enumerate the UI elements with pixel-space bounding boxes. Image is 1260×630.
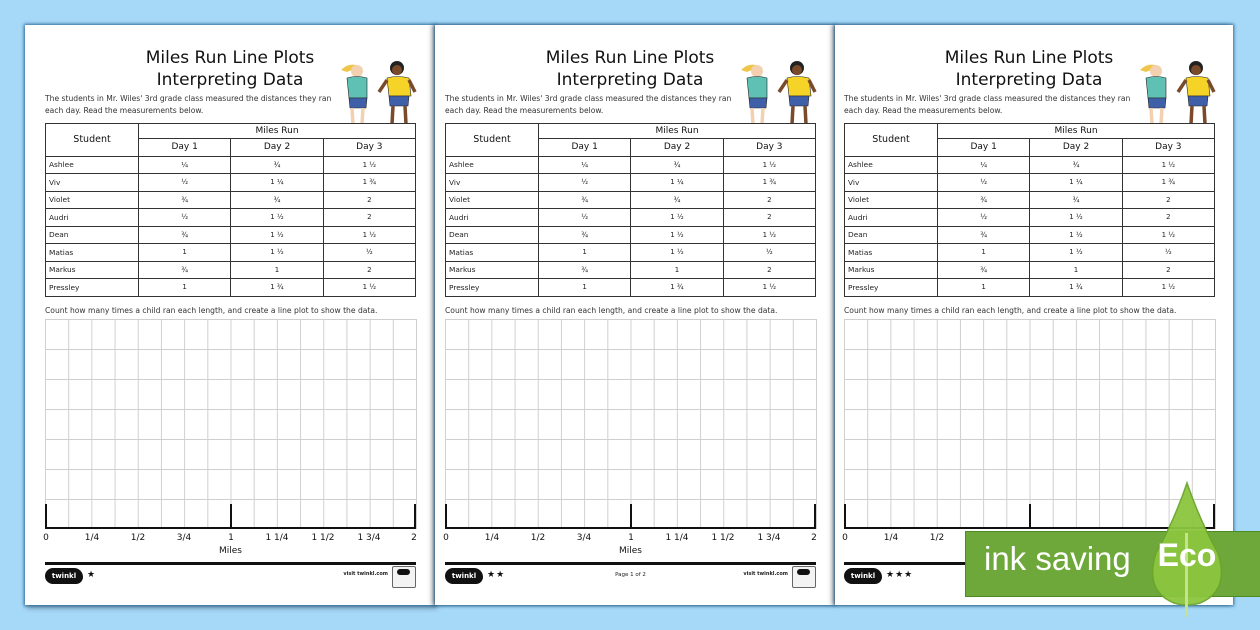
day-3-value: 1 ½	[323, 226, 415, 244]
number-line	[445, 504, 816, 529]
miles-run-table	[45, 123, 416, 297]
student-name: Dean	[446, 226, 539, 244]
miles-run-header: Miles Run	[938, 124, 1215, 139]
number-line	[45, 504, 416, 529]
day-2-value: 1 ¼	[1030, 174, 1122, 192]
student-name: Pressley	[446, 279, 539, 297]
day-1-value: ½	[139, 209, 231, 227]
day-2-value: ¾	[631, 156, 723, 174]
visit-link[interactable]: visit twinkl.com	[743, 571, 788, 577]
table-row	[446, 191, 816, 209]
day-3-header: Day 3	[323, 139, 415, 157]
line-plot-grid	[445, 319, 817, 529]
table-row	[46, 261, 416, 279]
tick-label: 1/2	[929, 533, 945, 543]
tick-label: 1	[628, 533, 634, 543]
worksheet-title	[115, 47, 345, 91]
tick-label: 1 3/4	[357, 533, 381, 543]
day-1-value: 1	[539, 244, 631, 262]
student-name: Markus	[446, 261, 539, 279]
day-2-value: 1 ½	[1030, 244, 1122, 262]
day-2-value: 1 ¾	[1030, 279, 1122, 297]
day-3-value: 2	[1122, 209, 1214, 227]
day-1-value: ¾	[938, 261, 1030, 279]
day-1-header: Day 1	[539, 139, 631, 157]
day-3-value: 1 ½	[323, 156, 415, 174]
student-header: Student	[46, 124, 139, 157]
day-2-value: 1 ¾	[231, 279, 323, 297]
day-2-header: Day 2	[1030, 139, 1122, 157]
tick-label: 0	[443, 533, 449, 543]
student-name: Pressley	[46, 279, 139, 297]
day-2-value: 1 ½	[1030, 209, 1122, 227]
instruction-text: Count how many times a child ran each length, and create a line plot to show the data.	[844, 306, 1177, 315]
tick-label: 1/4	[484, 533, 500, 543]
day-2-value: 1	[231, 261, 323, 279]
table-row	[446, 209, 816, 227]
day-1-value: ½	[139, 174, 231, 192]
tick-label: 1 1/2	[311, 533, 335, 543]
day-3-value: 1 ¾	[323, 174, 415, 192]
day-3-value: 2	[323, 191, 415, 209]
table-row	[446, 244, 816, 262]
difficulty-stars: ★★★	[886, 570, 914, 580]
axis-label: Miles	[219, 546, 242, 556]
title-line-2: Interpreting Data	[955, 70, 1103, 90]
day-3-value: 2	[723, 191, 815, 209]
difficulty-stars: ★★	[487, 570, 506, 580]
day-1-value: 1	[139, 279, 231, 297]
day-1-header: Day 1	[938, 139, 1030, 157]
tick-label: 0	[43, 533, 49, 543]
day-3-value: 1 ¾	[723, 174, 815, 192]
day-3-value: 2	[1122, 191, 1214, 209]
day-2-value: 1	[631, 261, 723, 279]
day-3-value: 2	[323, 209, 415, 227]
table-row	[845, 191, 1215, 209]
day-1-value: 1	[938, 244, 1030, 262]
table-row	[845, 156, 1215, 174]
table-row	[845, 279, 1215, 297]
tick-label: 1/4	[883, 533, 899, 543]
day-1-value: 1	[139, 244, 231, 262]
day-1-value: ½	[539, 174, 631, 192]
table-row	[845, 261, 1215, 279]
day-1-value: ¾	[539, 191, 631, 209]
table-row	[46, 156, 416, 174]
title-line-1: Miles Run Line Plots	[545, 48, 715, 68]
day-2-value: ¾	[1030, 191, 1122, 209]
day-1-value: ¾	[139, 261, 231, 279]
day-2-value: 1 ½	[231, 226, 323, 244]
day-3-value: 1 ½	[723, 226, 815, 244]
table-row	[46, 174, 416, 192]
student-name: Viv	[845, 174, 938, 192]
instruction-text: Count how many times a child ran each length, and create a line plot to show the data.	[45, 306, 378, 315]
table-row	[446, 226, 816, 244]
day-3-value: 1 ¾	[1122, 174, 1214, 192]
day-1-value: ¼	[139, 156, 231, 174]
axis-tick-labels	[45, 533, 416, 545]
runners-illustration-icon	[1134, 58, 1216, 124]
footer-divider	[445, 562, 816, 565]
worksheet-title	[914, 47, 1144, 91]
table-row	[46, 244, 416, 262]
table-row	[46, 226, 416, 244]
student-name: Markus	[845, 261, 938, 279]
day-2-value: ¾	[231, 156, 323, 174]
difficulty-stars: ★	[87, 570, 97, 580]
student-name: Matias	[845, 244, 938, 262]
student-name: Markus	[46, 261, 139, 279]
day-2-value: 1 ½	[631, 244, 723, 262]
ink-saving-label: ink saving	[984, 540, 1131, 577]
day-2-value: 1 ¾	[631, 279, 723, 297]
student-name: Dean	[46, 226, 139, 244]
axis-tick-labels	[445, 533, 816, 545]
runners-illustration-icon	[335, 58, 417, 124]
student-name: Pressley	[845, 279, 938, 297]
table-row	[46, 209, 416, 227]
twinkl-logo: twinkl	[445, 568, 483, 584]
day-3-value: 1 ½	[323, 279, 415, 297]
tick-label: 1/2	[530, 533, 546, 543]
worksheet-page-1	[25, 25, 435, 605]
tick-label: 1 1/4	[665, 533, 689, 543]
day-1-value: ¾	[139, 191, 231, 209]
eco-leaf-icon	[1148, 481, 1226, 617]
table-row	[46, 279, 416, 297]
student-name: Audri	[446, 209, 539, 227]
day-3-value: 2	[1122, 261, 1214, 279]
student-header: Student	[845, 124, 938, 157]
table-row	[446, 174, 816, 192]
student-name: Dean	[845, 226, 938, 244]
day-2-value: 1 ¼	[231, 174, 323, 192]
axis-label: Miles	[619, 546, 642, 556]
quality-badge-icon	[792, 566, 816, 588]
student-header: Student	[446, 124, 539, 157]
day-2-value: 1 ½	[231, 209, 323, 227]
table-row	[845, 209, 1215, 227]
student-name: Viv	[446, 174, 539, 192]
title-line-1: Miles Run Line Plots	[145, 48, 315, 68]
day-2-value: 1 ½	[1030, 226, 1122, 244]
day-1-value: 1	[539, 279, 631, 297]
day-3-value: 1 ½	[1122, 156, 1214, 174]
title-line-2: Interpreting Data	[156, 70, 304, 90]
day-2-value: ¾	[1030, 156, 1122, 174]
footer-divider	[45, 562, 416, 565]
table-row	[446, 156, 816, 174]
day-3-value: 1 ½	[723, 279, 815, 297]
student-name: Audri	[46, 209, 139, 227]
quality-badge-icon	[392, 566, 416, 588]
tick-label: 2	[411, 533, 417, 543]
day-1-value: 1	[938, 279, 1030, 297]
table-row	[845, 244, 1215, 262]
student-name: Ashlee	[46, 156, 139, 174]
student-name: Viv	[46, 174, 139, 192]
tick-label: 1/2	[130, 533, 146, 543]
student-name: Matias	[446, 244, 539, 262]
miles-run-header: Miles Run	[539, 124, 816, 139]
student-name: Violet	[46, 191, 139, 209]
day-2-value: ¾	[231, 191, 323, 209]
day-2-value: ¾	[631, 191, 723, 209]
intro-text: The students in Mr. Wiles' 3rd grade class measured the distances they ran each day. Read the measurements below.	[844, 94, 1131, 115]
table-row	[46, 191, 416, 209]
title-line-1: Miles Run Line Plots	[944, 48, 1114, 68]
worksheet-title	[515, 47, 745, 91]
day-3-value: 2	[323, 261, 415, 279]
tick-label: 1	[228, 533, 234, 543]
day-1-value: ¾	[539, 261, 631, 279]
tick-label: 1 3/4	[757, 533, 781, 543]
day-2-header: Day 2	[231, 139, 323, 157]
day-1-value: ¼	[938, 156, 1030, 174]
miles-run-table	[844, 123, 1215, 297]
day-3-header: Day 3	[723, 139, 815, 157]
eco-label: Eco	[1157, 537, 1217, 573]
day-3-value: ½	[323, 244, 415, 262]
day-1-value: ¾	[938, 226, 1030, 244]
table-row	[446, 279, 816, 297]
tick-label: 1 1/2	[711, 533, 735, 543]
line-plot-grid	[45, 319, 417, 529]
runners-illustration-icon	[735, 58, 817, 124]
table-row	[845, 226, 1215, 244]
day-1-value: ½	[938, 209, 1030, 227]
student-name: Ashlee	[845, 156, 938, 174]
intro-text: The students in Mr. Wiles' 3rd grade class measured the distances they ran each day. Read the measurements below.	[445, 94, 732, 115]
day-3-value: 2	[723, 209, 815, 227]
student-name: Violet	[845, 191, 938, 209]
day-1-value: ¾	[539, 226, 631, 244]
visit-link[interactable]: visit twinkl.com	[343, 571, 388, 577]
tick-label: 3/4	[576, 533, 592, 543]
student-name: Ashlee	[446, 156, 539, 174]
table-row	[446, 261, 816, 279]
day-3-value: ½	[1122, 244, 1214, 262]
intro-text: The students in Mr. Wiles' 3rd grade class measured the distances they ran each day. Read the measurements below.	[45, 94, 332, 115]
day-3-value: ½	[723, 244, 815, 262]
tick-label: 0	[842, 533, 848, 543]
page-number: Page 1 of 2	[615, 572, 646, 578]
day-1-header: Day 1	[139, 139, 231, 157]
day-2-header: Day 2	[631, 139, 723, 157]
day-2-value: 1 ½	[231, 244, 323, 262]
title-line-2: Interpreting Data	[556, 70, 704, 90]
twinkl-logo: twinkl	[844, 568, 882, 584]
day-2-value: 1 ½	[631, 209, 723, 227]
day-1-value: ¾	[139, 226, 231, 244]
miles-run-header: Miles Run	[139, 124, 416, 139]
day-3-value: 1 ½	[1122, 279, 1214, 297]
day-3-header: Day 3	[1122, 139, 1214, 157]
day-2-value: 1	[1030, 261, 1122, 279]
day-2-value: 1 ¼	[631, 174, 723, 192]
instruction-text: Count how many times a child ran each length, and create a line plot to show the data.	[445, 306, 778, 315]
tick-label: 2	[811, 533, 817, 543]
tick-label: 3/4	[176, 533, 192, 543]
twinkl-logo: twinkl	[45, 568, 83, 584]
day-2-value: 1 ½	[631, 226, 723, 244]
day-1-value: ½	[539, 209, 631, 227]
day-3-value: 1 ½	[1122, 226, 1214, 244]
day-1-value: ½	[938, 174, 1030, 192]
miles-run-table	[445, 123, 816, 297]
student-name: Violet	[446, 191, 539, 209]
day-1-value: ¾	[938, 191, 1030, 209]
day-1-value: ¼	[539, 156, 631, 174]
tick-label: 1 1/4	[265, 533, 289, 543]
day-3-value: 1 ½	[723, 156, 815, 174]
tick-label: 1/4	[84, 533, 100, 543]
day-3-value: 2	[723, 261, 815, 279]
worksheet-page-2	[435, 25, 835, 605]
table-row	[845, 174, 1215, 192]
student-name: Matias	[46, 244, 139, 262]
student-name: Audri	[845, 209, 938, 227]
